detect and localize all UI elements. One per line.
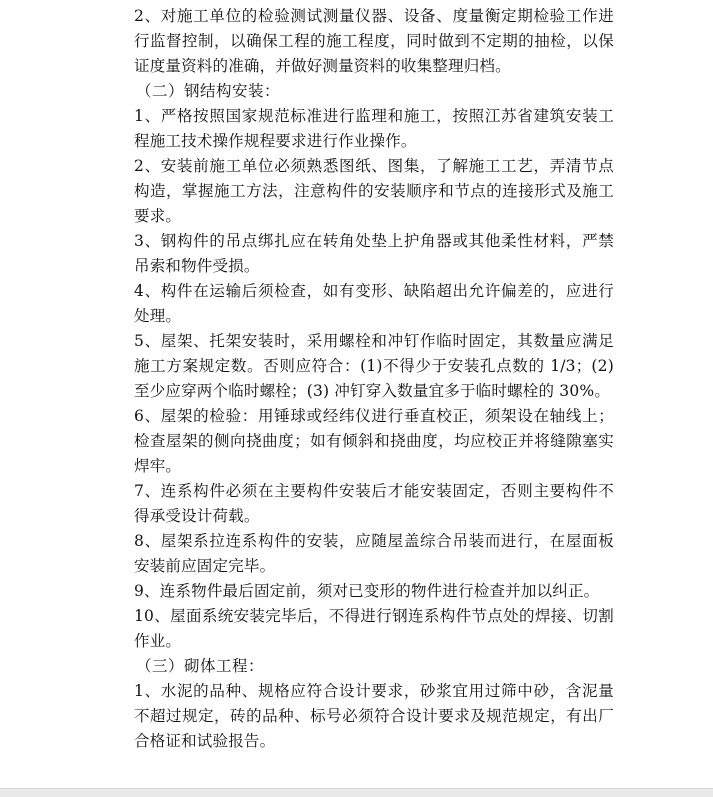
paragraph-item-3-lifting-points: 3、钢构件的吊点绑扎应在转角处垫上护角器或其他柔性材料，严禁吊索和物件受损。 <box>134 232 614 275</box>
section-heading-steel-structure: （二）钢结构安装： <box>136 82 281 100</box>
paragraph-item-7-connecting-members: 7、连系构件必须在主要构件安装后才能安装固定，否则主要构件不得承受设计荷载。 <box>134 482 614 525</box>
paragraph-item-1-standards: 1、严格按照国家规范标准进行监理和施工，按照江苏省建筑安装工程施工技术操作规程要求进行作业操作。 <box>134 107 614 150</box>
paragraph-item-10-roof-system: 10、屋面系统安装完毕后，不得进行钢连系构件节点处的焊接、切割作业。 <box>134 607 614 650</box>
paragraph-item-2-drawings: 2、安装前施工单位必须熟悉图纸、图集，了解施工工艺，弄清节点构造，掌握施工方法，注意构件的安装顺序和节点的连接形式及施工要求。 <box>134 157 614 225</box>
paragraph-item-9-final-fixing: 9、连系物件最后固定前，须对已变形的物件进行检查并加以纠正。 <box>134 582 600 600</box>
document-body <box>134 4 614 754</box>
paragraph-item-6-truss-inspection: 6、屋架的检验：用锤球或经纬仪进行垂直校正，须架设在轴线上；检查屋架的侧向挠曲度；如有倾斜和挠曲度，均应校正并将缝隙塞实焊牢。 <box>134 407 614 475</box>
section-heading-masonry: （三）砌体工程： <box>136 657 265 675</box>
paragraph-item-2-instrument-inspection: 2、对施工单位的检验测试测量仪器、设备、度量衡定期检验工作进行监督控制，以确保工程的施工程度，同时做到不定期的抽检，以保证度量资料的准确，并做好测量资料的收集整理归档。 <box>134 7 614 75</box>
paragraph-item-5-truss-installation: 5、屋架、托架安装时，采用螺栓和冲钉作临时固定，其数量应满足施工方案规定数。否则应符合：(1)不得少于安装孔点数的 1/3；(2) 至少应穿两个临时螺栓；(3) 冲钉穿入数量宜多于临时螺栓的 30%。 <box>134 332 614 400</box>
paragraph-item-1-cement-materials: 1、水泥的品种、规格应符合设计要求，砂浆宜用过筛中砂，含泥量不超过规定，砖的品种、标号必须符合设计要求及规范规定，有出厂合格证和试验报告。 <box>134 682 614 750</box>
paragraph-item-8-bracing-installation: 8、屋架系拉连系构件的安装，应随屋盖综合吊装而进行，在屋面板安装前应固定完毕。 <box>134 532 614 575</box>
paragraph-item-4-transport-check: 4、构件在运输后须检查，如有变形、缺陷超出允许偏差的，应进行处理。 <box>134 282 614 325</box>
